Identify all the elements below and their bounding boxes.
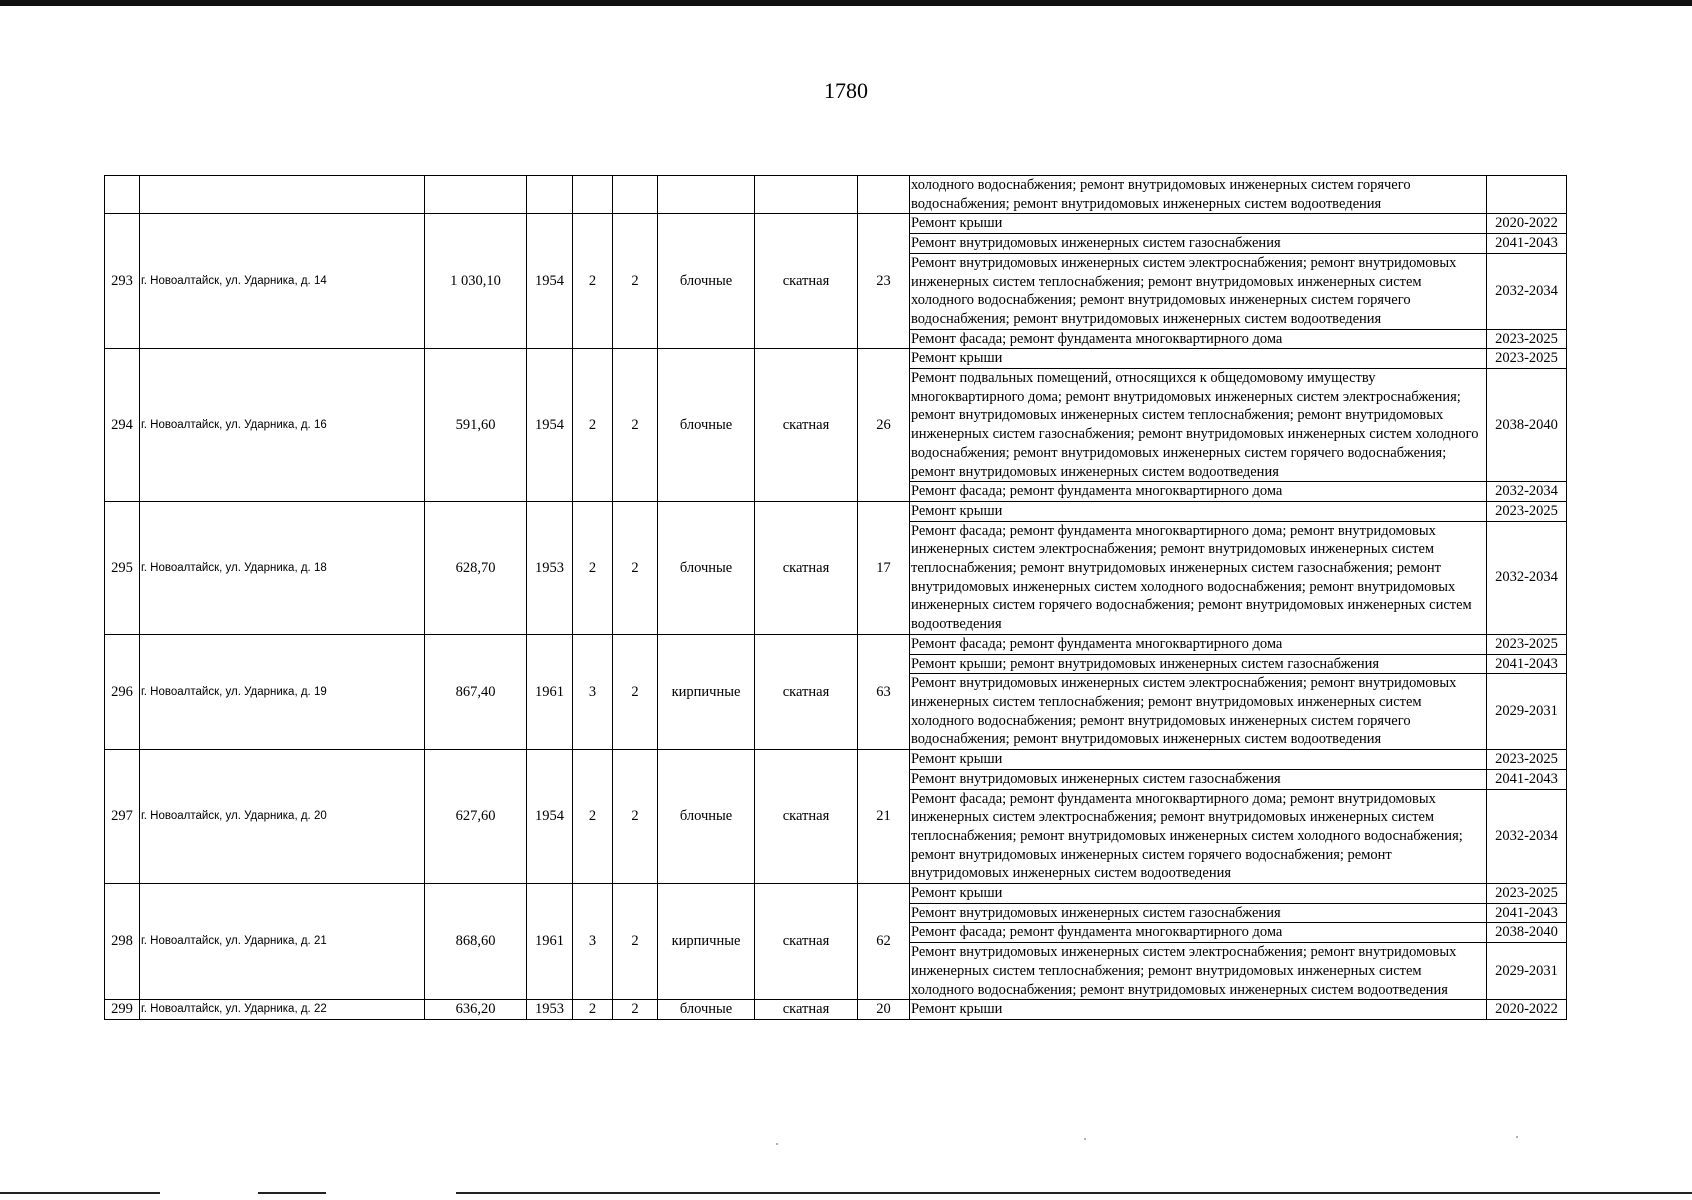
roof-type: скатная [755,750,858,884]
address: г. Новоалтайск, ул. Ударника, д. 14 [140,214,425,349]
address: г. Новоалтайск, ул. Ударника, д. 16 [140,349,425,502]
build-year: 1954 [527,349,573,502]
table-row [105,1000,1567,1020]
work-period: 2029-2031 [1487,943,1567,1000]
page-number: 1780 [824,78,868,103]
work-description: Ремонт крыши [910,1000,1487,1020]
scan-speck [776,1143,778,1145]
work-description: Ремонт фасада; ремонт фундамента многоквартирного дома; ремонт внутридомовых инженерных систем электроснабжения; ремонт внутридомовых инженерных систем теплоснабжения; ремонт внутридомовых инженерных систем холодного водоснабжения; ремонт внутридомовых инженерных систем горячего водоснабжения; ремонт внутридомовых инженерных систем водоотведения [910,789,1487,884]
work-period: 2032-2034 [1487,521,1567,634]
row-number: 294 [105,349,140,502]
work-period: 2041-2043 [1487,769,1567,789]
table-row [105,214,1567,234]
work-description: Ремонт внутридомовых инженерных систем электроснабжения; ремонт внутридомовых инженерных систем теплоснабжения; ремонт внутридомовых инженерных систем холодного водоснабжения; ремонт внутридомовых инженерных систем горячего водоснабжения; ремонт внутридомовых инженерных систем водоотведения [910,253,1487,329]
address: г. Новоалтайск, ул. Ударника, д. 22 [140,1000,425,1020]
work-description: Ремонт крыши [910,884,1487,904]
work-period: 2023-2025 [1487,884,1567,904]
floors-count: 2 [573,1000,613,1020]
work-period: 2032-2034 [1487,789,1567,884]
work-period: 2020-2022 [1487,214,1567,234]
address: г. Новоалтайск, ул. Ударника, д. 20 [140,750,425,884]
total-area: 628,70 [425,501,527,634]
top-border [0,0,1692,6]
build-year: 1961 [527,634,573,749]
wall-material: блочные [658,214,755,349]
wall-material: блочные [658,501,755,634]
entrances-count: 2 [613,349,658,502]
floors-count: 2 [573,750,613,884]
build-year: 1954 [527,750,573,884]
wall-material: блочные [658,1000,755,1020]
wall-material: блочные [658,750,755,884]
row-number: 293 [105,214,140,349]
continuation-row [105,176,1567,214]
residents-count: 62 [858,884,910,1000]
floors-count: 3 [573,634,613,749]
row-number: 296 [105,634,140,749]
residents-count: 26 [858,349,910,502]
floors-count: 2 [573,349,613,502]
scan-edge-line [0,1192,160,1194]
residents-count: 17 [858,501,910,634]
entrances-count: 2 [613,214,658,349]
address: г. Новоалтайск, ул. Ударника, д. 19 [140,634,425,749]
roof-type: скатная [755,634,858,749]
total-area: 867,40 [425,634,527,749]
row-number: 297 [105,750,140,884]
build-year: 1953 [527,501,573,634]
total-area: 1 030,10 [425,214,527,349]
work-period: 2023-2025 [1487,329,1567,349]
entrances-count: 2 [613,1000,658,1020]
roof-type: скатная [755,349,858,502]
work-description: Ремонт крыши [910,750,1487,770]
work-period: 2023-2025 [1487,349,1567,369]
work-period: 2041-2043 [1487,903,1567,923]
table-row [105,634,1567,654]
floors-count: 2 [573,214,613,349]
work-period: 2032-2034 [1487,253,1567,329]
wall-material: кирпичные [658,634,755,749]
work-description: Ремонт подвальных помещений, относящихся к общедомовому имуществу многоквартирного дома; ремонт внутридомовых инженерных систем электроснабжения; ремонт внутридомовых инженерных систем теплоснабжения; ремонт внутридомовых инженерных систем газоснабжения; ремонт внутридомовых инженерных систем холодного водоснабжения; ремонт внутридомовых инженерных систем горячего водоснабжения; ремонт внутридомовых инженерных систем водоотведения [910,369,1487,482]
entrances-count: 2 [613,634,658,749]
total-area: 591,60 [425,349,527,502]
row-number: 298 [105,884,140,1000]
work-period: 2020-2022 [1487,1000,1567,1020]
address: г. Новоалтайск, ул. Ударника, д. 21 [140,884,425,1000]
table-row [105,349,1567,369]
work-period: 2029-2031 [1487,674,1567,750]
total-area: 868,60 [425,884,527,1000]
roof-type: скатная [755,1000,858,1020]
table-row [105,884,1567,904]
address: г. Новоалтайск, ул. Ударника, д. 18 [140,501,425,634]
entrances-count: 2 [613,750,658,884]
build-year: 1961 [527,884,573,1000]
work-period: 2041-2043 [1487,234,1567,254]
scan-speck [1084,1138,1086,1140]
floors-count: 3 [573,884,613,1000]
row-number: 295 [105,501,140,634]
roof-type: скатная [755,501,858,634]
work-period: 2023-2025 [1487,501,1567,521]
work-period: 2023-2025 [1487,750,1567,770]
wall-material: кирпичные [658,884,755,1000]
work-description: Ремонт внутридомовых инженерных систем газоснабжения [910,769,1487,789]
wall-material: блочные [658,349,755,502]
entrances-count: 2 [613,884,658,1000]
work-period: 2038-2040 [1487,923,1567,943]
work-period: 2032-2034 [1487,482,1567,502]
residents-count: 21 [858,750,910,884]
table-row [105,501,1567,521]
roof-type: скатная [755,884,858,1000]
table-row [105,750,1567,770]
work-period: 2023-2025 [1487,634,1567,654]
work-description: Ремонт внутридомовых инженерных систем газоснабжения [910,234,1487,254]
row-number: 299 [105,1000,140,1020]
work-description: Ремонт внутридомовых инженерных систем электроснабжения; ремонт внутридомовых инженерных систем теплоснабжения; ремонт внутридомовых инженерных систем холодного водоснабжения; ремонт внутридомовых инженерных систем горячего водоснабжения; ремонт внутридомовых инженерных систем водоотведения [910,674,1487,750]
work-description: Ремонт фасада; ремонт фундамента многоквартирного дома [910,482,1487,502]
residents-count: 63 [858,634,910,749]
scan-edge-line [456,1192,1692,1194]
residents-count: 23 [858,214,910,349]
floors-count: 2 [573,501,613,634]
repair-program-table [104,175,1567,1020]
work-description: Ремонт фасада; ремонт фундамента многоквартирного дома [910,634,1487,654]
work-period: 2038-2040 [1487,369,1567,482]
work-description: холодного водоснабжения; ремонт внутридомовых инженерных систем горячего водоснабжения; ремонт внутридомовых инженерных систем водоотведения [910,176,1487,214]
work-description: Ремонт крыши; ремонт внутридомовых инженерных систем газоснабжения [910,654,1487,674]
build-year: 1953 [527,1000,573,1020]
roof-type: скатная [755,214,858,349]
build-year: 1954 [527,214,573,349]
scan-speck [1516,1136,1518,1138]
work-description: Ремонт крыши [910,501,1487,521]
work-period: 2041-2043 [1487,654,1567,674]
work-description: Ремонт внутридомовых инженерных систем газоснабжения [910,903,1487,923]
work-description: Ремонт фасада; ремонт фундамента многоквартирного дома; ремонт внутридомовых инженерных систем электроснабжения; ремонт внутридомовых инженерных систем теплоснабжения; ремонт внутридомовых инженерных систем газоснабжения; ремонт внутридомовых инженерных систем холодного водоснабжения; ремонт внутридомовых инженерных систем горячего водоснабжения; ремонт внутридомовых инженерных систем водоотведения [910,521,1487,634]
total-area: 627,60 [425,750,527,884]
work-description: Ремонт крыши [910,349,1487,369]
work-description: Ремонт фасада; ремонт фундамента многоквартирного дома [910,329,1487,349]
work-description: Ремонт внутридомовых инженерных систем электроснабжения; ремонт внутридомовых инженерных систем теплоснабжения; ремонт внутридомовых инженерных систем холодного водоснабжения; ремонт внутридомовых инженерных систем водоотведения [910,943,1487,1000]
entrances-count: 2 [613,501,658,634]
work-period [1487,176,1567,214]
total-area: 636,20 [425,1000,527,1020]
scan-edge-line [258,1192,326,1194]
residents-count: 20 [858,1000,910,1020]
work-description: Ремонт фасада; ремонт фундамента многоквартирного дома [910,923,1487,943]
work-description: Ремонт крыши [910,214,1487,234]
